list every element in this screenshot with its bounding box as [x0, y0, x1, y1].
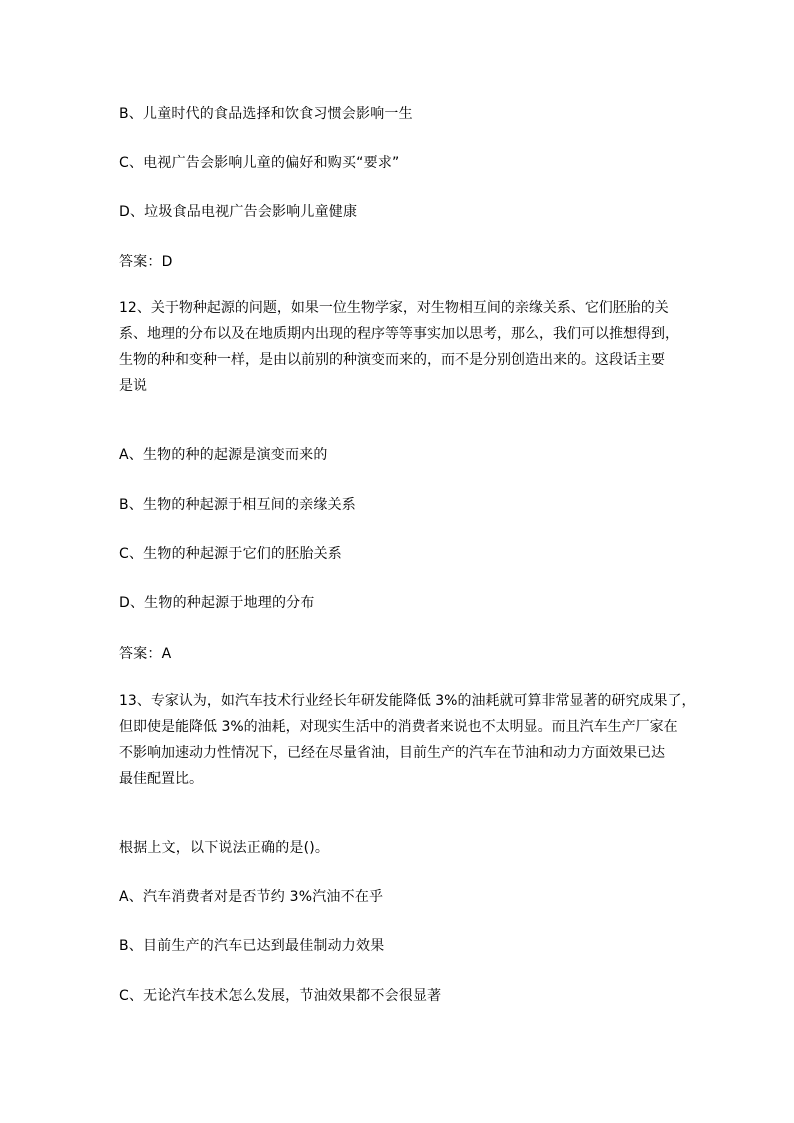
q13-option-b: B、目前生产的汽车已达到最佳制动力效果	[119, 938, 385, 954]
q13-stem	[119, 688, 696, 792]
q11-option-c: C、电视广告会影响儿童的偏好和购买“要求”	[119, 155, 400, 171]
q13-option-a: A、汽车消费者对是否节约 3%汽油不在乎	[119, 889, 384, 905]
q11-option-d: D、垃圾食品电视广告会影响儿童健康	[119, 204, 358, 220]
q12-option-a: A、生物的种的起源是演变而来的	[119, 447, 328, 463]
q11-answer: 答案：D	[119, 254, 173, 270]
q12-stem-line: 是说	[119, 378, 147, 394]
q12-option-c: C、生物的种起源于它们的胚胎关系	[119, 546, 342, 562]
q11-option-b: B、儿童时代的食品选择和饮食习惯会影响一生	[119, 106, 413, 122]
q12-stem-line: 系、地理的分布以及在地质期内出现的程序等等事实加以思考，那么，我们可以推想得到，	[119, 326, 679, 342]
q12-option-b: B、生物的种起源于相互间的亲缘关系	[119, 497, 357, 513]
q12-stem-line: 12、关于物种起源的问题，如果一位生物学家，对生物相互间的亲缘关系、它们胚胎的关	[119, 300, 669, 316]
q13-stem-line: 13、专家认为，如汽车技术行业经长年研发能降低 3%的油耗就可算非常显著的研究成果了，	[119, 693, 696, 709]
q12-answer: 答案：A	[119, 646, 172, 662]
q13-stem-line: 但即使是能降低 3%的油耗，对现实生活中的消费者来说也不太明显。而且汽车生产厂家在	[119, 719, 678, 735]
q13-stem-line: 最佳配置比。	[119, 771, 203, 787]
q12-option-d: D、生物的种起源于地理的分布	[119, 595, 315, 611]
q13-stem-line: 不影响加速动力性情况下，已经在尽量省油，目前生产的汽车在节油和动力方面效果已达	[119, 745, 665, 761]
q13-question: 根据上文，以下说法正确的是()。	[119, 840, 330, 856]
q12-stem-line: 生物的种和变种一样，是由以前别的种演变而来的，而不是分别创造出来的。这段话主要	[119, 352, 665, 368]
q13-option-c: C、无论汽车技术怎么发展，节油效果都不会很显著	[119, 988, 442, 1004]
q12-stem	[119, 295, 689, 399]
